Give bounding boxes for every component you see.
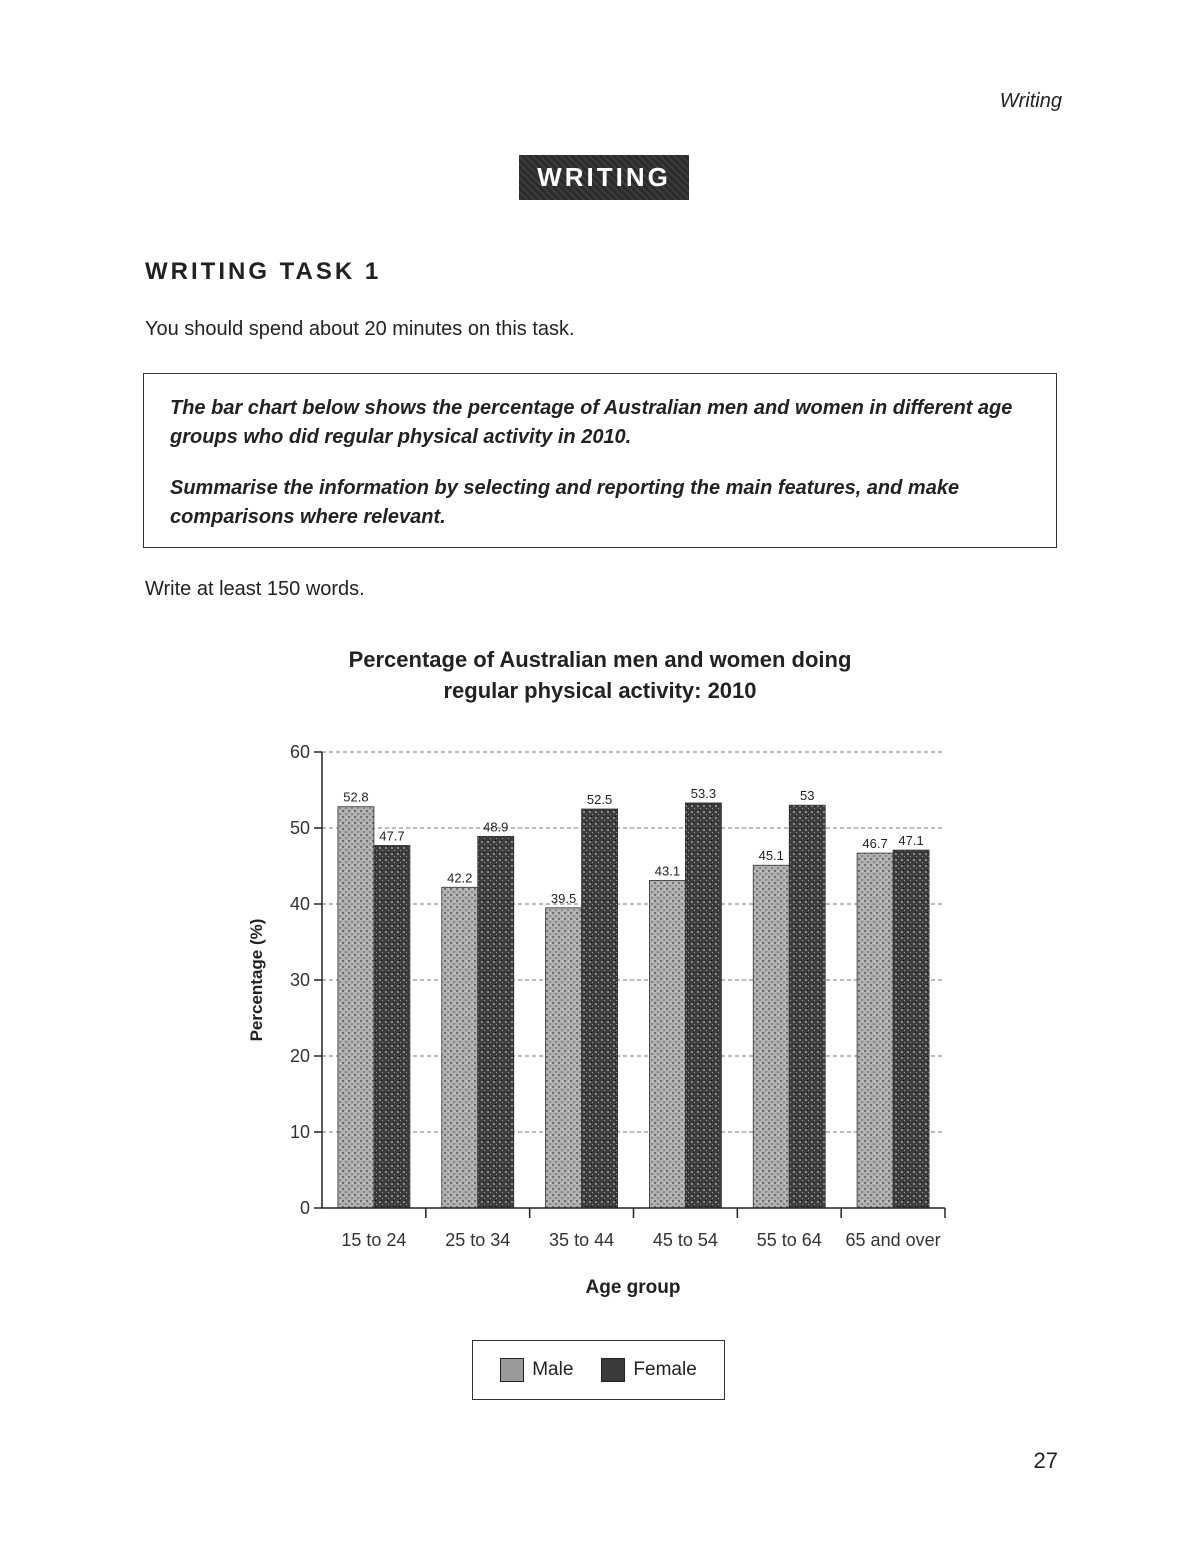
bar-male <box>857 853 893 1208</box>
bar-female <box>582 809 618 1208</box>
prompt-paragraph-1: The bar chart below shows the percentage of Australian men and women in different age groups who did regular physical activity in 2010. <box>170 397 1013 448</box>
data-label-female: 53.3 <box>690 785 717 801</box>
section-banner: WRITING <box>519 155 689 200</box>
y-tick-label: 50 <box>289 818 310 838</box>
data-label-male: 52.8 <box>343 789 369 805</box>
bar-male <box>338 807 374 1208</box>
y-tick-label: 20 <box>289 1046 310 1066</box>
data-label-male: 39.5 <box>550 890 577 906</box>
bar-male <box>753 865 789 1208</box>
word-count-note: Write at least 150 words. <box>145 578 365 600</box>
time-note: You should spend about 20 minutes on this task. <box>145 318 575 340</box>
bar-female <box>478 836 514 1208</box>
x-tick-label: 65 and over <box>845 1230 941 1250</box>
x-tick-label: 35 to 44 <box>549 1230 615 1250</box>
prompt-paragraph-2: Summarise the information by selecting and reporting the main features, and make comparisons where relevant. <box>170 477 960 528</box>
y-tick-label: 30 <box>289 970 310 990</box>
bar-male <box>442 887 478 1208</box>
y-tick-label: 10 <box>289 1122 310 1142</box>
chart-legend <box>472 1340 725 1400</box>
data-label-female: 48.9 <box>483 819 509 835</box>
x-tick-label: 45 to 54 <box>652 1230 718 1250</box>
data-label-male: 46.7 <box>862 836 888 852</box>
bar-female <box>685 803 721 1208</box>
x-axis-label: Age group <box>585 1277 681 1298</box>
bar-female <box>374 845 410 1208</box>
data-label-female: 47.1 <box>898 833 924 849</box>
female-swatch-icon <box>601 1358 625 1382</box>
task-heading: WRITING TASK 1 <box>145 258 382 285</box>
chart-title-line-1: Percentage of Australian men and women doing <box>348 647 852 672</box>
legend-item-female <box>601 1358 696 1382</box>
bar-male <box>649 880 685 1208</box>
y-tick-label: 40 <box>289 894 310 914</box>
x-tick-label: 15 to 24 <box>341 1230 407 1250</box>
data-label-male: 42.2 <box>447 870 473 886</box>
x-tick-label: 25 to 34 <box>445 1230 511 1250</box>
legend-label-male: Male <box>532 1359 574 1380</box>
bar-female <box>893 850 929 1208</box>
data-label-female: 47.7 <box>379 828 405 844</box>
data-label-male: 45.1 <box>758 848 784 864</box>
male-swatch-icon <box>500 1358 524 1382</box>
page-number: 27 <box>1033 1448 1058 1473</box>
y-tick-label: 60 <box>289 742 310 762</box>
data-label-female: 52.5 <box>586 792 613 807</box>
bar-male <box>546 908 582 1208</box>
data-label-male: 43.1 <box>654 863 681 879</box>
legend-label-female: Female <box>633 1359 697 1380</box>
legend-item-male <box>500 1358 573 1382</box>
y-tick-label: 0 <box>299 1198 310 1218</box>
y-axis-label: Percentage (%) <box>247 918 266 1042</box>
data-label-female: 53 <box>800 788 815 804</box>
running-head: Writing <box>999 90 1062 112</box>
chart-title-line-2: regular physical activity: 2010 <box>443 678 757 703</box>
bar-female <box>789 805 825 1208</box>
x-tick-label: 55 to 64 <box>756 1230 822 1250</box>
